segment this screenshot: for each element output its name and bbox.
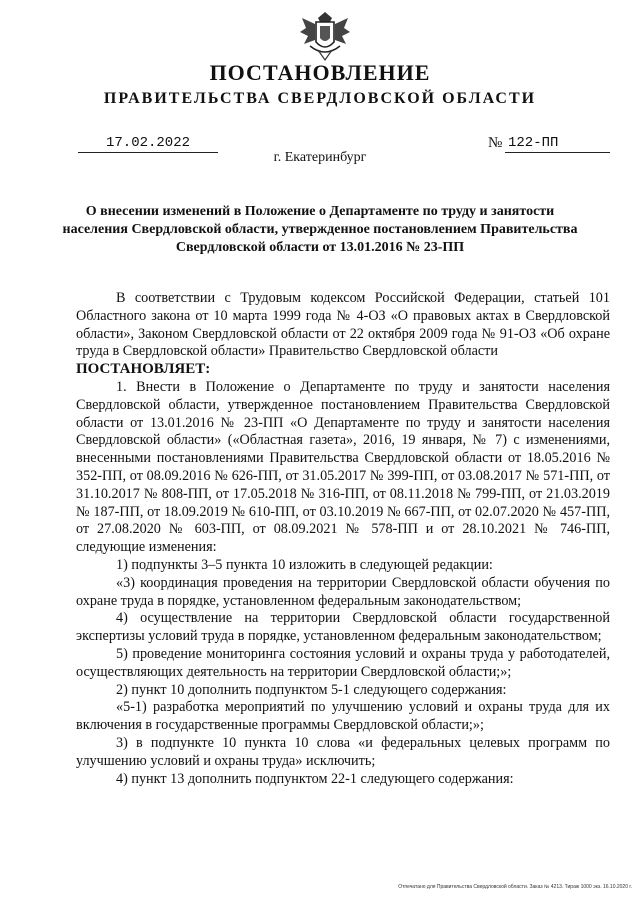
body-paragraph: 5) проведение мониторинга состояния условий и охраны труда у работодателей, осуществляющих деятельность на территории Свердловской области;»; — [76, 645, 610, 680]
body-paragraph: 1. Внести в Положение о Департаменте по труду и занятости населения Свердловской области, утвержденное постановлением Правительства Свердловской области от 13.01.2016 № 23-ПП «О Департаменте по труду и занятости населения Свердловской области» («Областная газета», 2016, 19 января, № 7) с изменениями, внесенными постановлениями Правительства Свердловской области от 18.05.2016 № 352-ПП, от 08.09.2016 № 626-ПП, от 31.05.2017 № 399-ПП, от 03.08.2017 № 571-ПП, от 31.10.2017 № 808-ПП, от 17.05.2018 № 316-ПП, от 08.11.2018 № 799-ПП, от 21.03.2019 № 187-ПП, от 18.09.2019 № 610-ПП, от 03.10.2019 № 667-ПП, от 02.07.2020 № 457-ПП, от 27.08.2020 № 603-ПП, от 08.09.2021 № 578-ПП и от 28.10.2021 № 746-ПП, следующие изменения: — [76, 378, 610, 556]
body-paragraph: 4) пункт 13 дополнить подпунктом 22-1 следующего содержания: — [116, 770, 514, 787]
print-footer-note: Отпечатано для Правительства Свердловской области. Заказ № 4213. Тираж 1000 экз. 16.10.2020 г. — [398, 884, 632, 890]
document-body — [76, 290, 610, 788]
issuing-authority-heading: ПРАВИТЕЛЬСТВА СВЕРДЛОВСКОЙ ОБЛАСТИ — [103, 90, 537, 107]
document-city: г. Екатеринбург — [273, 150, 367, 165]
preamble-paragraph: В соответствии с Трудовым кодексом Российской Федерации, статьей 101 Областного закона от 10 марта 1999 года № 4-ОЗ «О правовых актах в Свердловской области», Законом Свердловской области от 22 октября 2009 года № 91-ОЗ «Об охране труда в Свердловской области» Правительство Свердловской области — [76, 290, 610, 360]
body-paragraph: 3) в подпункте 10 пункта 10 слова «и федеральных целевых программ по улучшению условий и охраны труда» исключить; — [76, 734, 610, 769]
body-paragraph: «5-1) разработка мероприятий по улучшению условий и охраны труда для их включения в государственные программы Свердловской области;»; — [76, 699, 610, 734]
document-date: 17.02.2022 — [78, 134, 218, 153]
coat-of-arms-emblem — [296, 6, 354, 64]
body-paragraph: «3) координация проведения на территории Свердловской области обучения по охране труда в порядке, установленном федеральным законодательством; — [76, 574, 610, 609]
decree-word: ПОСТАНОВЛЯЕТ: — [76, 361, 211, 378]
body-paragraph: 4) осуществление на территории Свердловской области государственной экспертизы условий труда в порядке, установленном федеральным законодательством; — [76, 610, 610, 645]
document-type-heading: ПОСТАНОВЛЕНИЕ — [209, 60, 431, 85]
document-number: 122-ПП — [505, 134, 610, 153]
document-title: О внесении изменений в Положение о Департаменте по труду и занятости населения Свердловской области, утвержденное постановлением Правительства Свердловской области от 13.01.2016 № 23-ПП — [62, 204, 578, 255]
body-paragraph: 1) подпункты 3–5 пункта 10 изложить в следующей редакции: — [116, 556, 493, 573]
body-paragraph: 2) пункт 10 дополнить подпунктом 5-1 следующего содержания: — [116, 681, 507, 698]
document-number-label: № — [488, 135, 503, 151]
